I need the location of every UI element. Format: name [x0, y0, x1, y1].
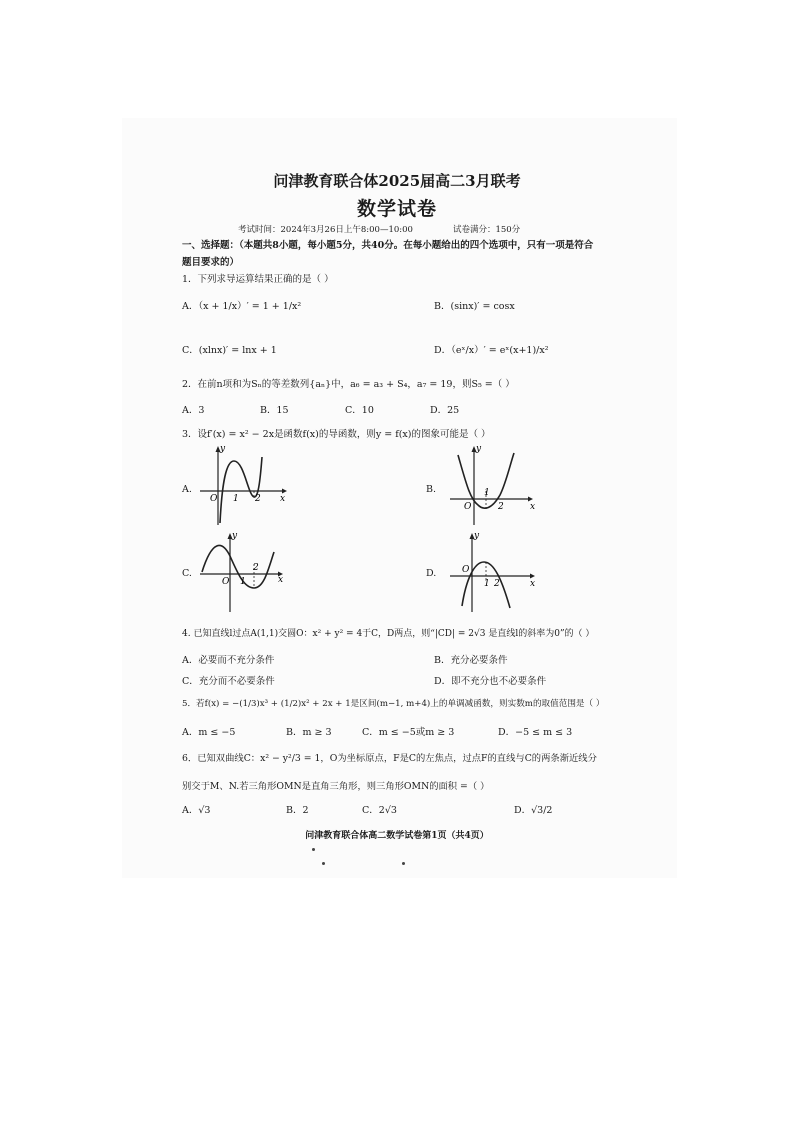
q3-option-d: D.: [426, 568, 437, 579]
q2-option-a: A．3: [182, 405, 205, 416]
q3-option-a: A.: [182, 484, 192, 495]
q1-option-d: D．（eˣ/x）′ = eˣ(x+1)/x²: [434, 345, 549, 356]
q4-option-a: A．必要而不充分条件: [182, 655, 275, 666]
q6-option-c: C．2√3: [362, 805, 397, 816]
q3c-two: 2: [253, 563, 259, 573]
q3d-y-label: y: [474, 531, 480, 541]
q2-option-b: B．15: [260, 405, 289, 416]
q1-option-a: A．（x + 1/x）′ = 1 + 1/x²: [182, 301, 302, 312]
q3c-origin: O: [222, 577, 230, 587]
q3b-x-label: x: [530, 502, 536, 512]
q3a-y-label: y: [220, 444, 226, 454]
q2-stem: 2．在前n项和为Sₙ的等差数列{aₙ}中，a₆ = a₃ + S₄，a₇ = 19，则S₅ =（ ）: [182, 379, 515, 390]
exam-title: 问津教育联合体2025届高二3月联考: [273, 172, 521, 190]
scan-speck: [322, 862, 325, 865]
q5-stem: 5．若f(x) = −(1/3)x³ + (1/2)x² + 2x + 1是区间(m−1, m+4)上的单调减函数，则实数m的取值范围是（ ）: [182, 699, 605, 709]
q5-option-b: B．m ≥ 3: [286, 727, 332, 738]
exam-subject: 数学试卷: [356, 198, 437, 220]
q6-option-d: D．√3/2: [514, 805, 553, 816]
q3a-origin: O: [210, 494, 218, 504]
q3d-two: 2: [494, 579, 500, 589]
q2-option-c: C．10: [345, 405, 374, 416]
q3-graph-a: [198, 443, 288, 528]
q3-stem: 3．设f′(x) = x² − 2x是函数f(x)的导函数，则y = f(x)的图象可能是（ ）: [182, 429, 491, 440]
q5-option-a: A．m ≤ −5: [182, 727, 236, 738]
q3c-one: 1: [240, 577, 246, 587]
q5-option-d: D．−5 ≤ m ≤ 3: [498, 727, 573, 738]
scan-speck: [402, 862, 405, 865]
q4-option-c: C．充分而不必要条件: [182, 676, 275, 687]
q2-option-d: D．25: [430, 405, 460, 416]
q3-graph-c: [198, 530, 288, 615]
q1-stem: 1．下列求导运算结果正确的是（ ）: [182, 274, 334, 285]
q3-option-b: B.: [426, 484, 437, 495]
page-footer: 问津教育联合体高二数学试卷第1页（共4页）: [305, 831, 489, 841]
q6-stem-line1: 6．已知双曲线C：x² − y²/3 = 1，O为坐标原点，F是C的左焦点，过点F的直线与C的两条渐近线分: [182, 753, 597, 764]
q3b-two: 2: [498, 502, 504, 512]
q3-option-c: C.: [182, 568, 192, 579]
scan-speck: [312, 848, 315, 851]
q3b-one: 1: [484, 488, 490, 498]
full-score: 试卷满分：150分: [452, 225, 521, 235]
q3-graph-b: [448, 443, 538, 528]
q4-stem: 4. 已知直线l过点A(1,1)交圆O：x² + y² = 4于C，D两点，则“|CD| = 2√3 是直线l的斜率为0”的（ ）: [182, 629, 595, 639]
q3d-x-label: x: [530, 579, 536, 589]
q3d-one: 1: [484, 579, 490, 589]
q3-graph-d: [448, 530, 538, 615]
q6-option-b: B．2: [286, 805, 309, 816]
q3c-x-label: x: [278, 575, 284, 585]
q6-stem-line2: 别交于M、N.若三角形OMN是直角三角形，则三角形OMN的面积 =（ ）: [182, 781, 490, 792]
q3a-two: 2: [255, 494, 261, 504]
exam-time: 考试时间：2024年3月26日上午8:00—10:00: [238, 225, 413, 235]
q3a-one: 1: [233, 494, 239, 504]
q5-option-c: C．m ≤ −5或m ≥ 3: [362, 727, 455, 738]
q3b-y-label: y: [476, 444, 482, 454]
q1-option-b: B．(sinx)′ = cosx: [434, 301, 515, 312]
q4-option-d: D．即不充分也不必要条件: [434, 676, 547, 687]
q4-option-b: B．充分必要条件: [434, 655, 508, 666]
exam-meta: [238, 223, 520, 235]
q3c-y-label: y: [232, 531, 238, 541]
section-heading-cont: 题目要求的）: [182, 257, 240, 268]
q3d-origin: O: [462, 565, 470, 575]
section-heading: 一、选择题：（本题共8小题，每小题5分，共40分。在每小题给出的四个选项中，只有一项是符合: [182, 240, 594, 251]
q6-option-a: A．√3: [182, 805, 211, 816]
q3a-x-label: x: [280, 494, 286, 504]
q3b-origin: O: [464, 502, 472, 512]
q1-option-c: C．(xlnx)′ = lnx + 1: [182, 345, 277, 356]
